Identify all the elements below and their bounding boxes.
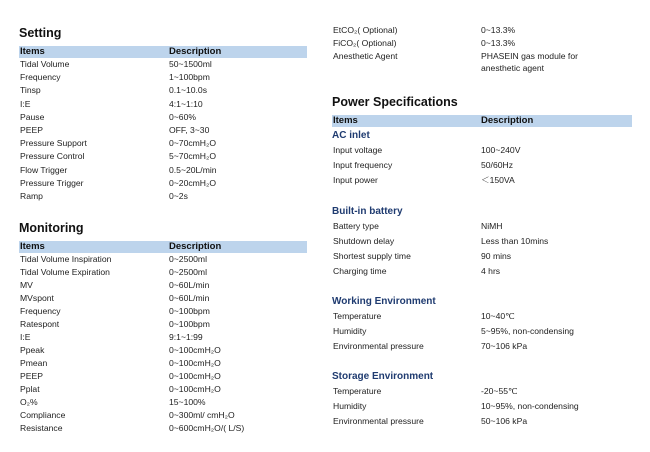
row-item-label: Tidal Volume — [20, 59, 70, 69]
row-item-label: I:E — [20, 98, 31, 109]
row-item-value: -20~55℃ — [481, 386, 518, 396]
row-item-value: 0~100cmH₂O — [169, 371, 221, 381]
row-item-label: O₂% — [20, 397, 38, 407]
table-row — [19, 331, 307, 344]
row-item-value: 0~60L/min — [169, 293, 210, 303]
row-item-label: Flow Trigger — [20, 164, 68, 175]
table-row — [19, 137, 307, 150]
table-row — [332, 37, 632, 50]
row-item-value: NiMH — [481, 221, 503, 231]
row-item-value: 5~70cmH₂O — [169, 151, 217, 162]
table-row — [332, 400, 632, 413]
row-item-value: 50/60Hz — [481, 160, 514, 170]
row-item-value: 0.1~10.0s — [169, 85, 207, 96]
row-item-label: Ramp — [20, 191, 43, 201]
row-item-value: 0~100cmH₂O — [169, 358, 221, 368]
monitoring-header-items: Items — [20, 241, 45, 252]
row-item-label: Compliance — [20, 410, 66, 420]
row-item-label: PEEP — [20, 125, 43, 135]
power-header-items: Items — [333, 115, 358, 126]
table-row — [332, 159, 632, 172]
setting-title: Setting — [19, 26, 62, 40]
table-row — [19, 344, 307, 357]
setting-header-items: Items — [20, 46, 45, 57]
row-item-value: Less than 10mins — [481, 236, 549, 246]
table-row — [19, 124, 307, 137]
table-row — [332, 220, 632, 233]
row-item-label: Resistance — [20, 423, 63, 433]
row-item-value: 0~60% — [169, 111, 196, 122]
row-item-label: Input frequency — [333, 160, 393, 170]
row-item-value: 0~300ml/ cmH₂O — [169, 410, 235, 420]
working-environment-title: Working Environment — [332, 296, 436, 307]
table-row — [19, 383, 307, 396]
row-item-value: 4:1~1:10 — [169, 98, 203, 109]
table-row — [19, 357, 307, 370]
table-row — [19, 164, 307, 177]
row-item-value: 0~20cmH₂O — [169, 177, 217, 188]
row-item-label: Humidity — [333, 401, 367, 411]
row-item-value: 0~70cmH₂O — [169, 138, 217, 149]
table-row — [332, 174, 632, 187]
table-row — [332, 24, 632, 37]
row-item-label: Humidity — [333, 326, 367, 336]
row-item-label: Pmean — [20, 358, 48, 368]
row-item-value: 4 hrs — [481, 266, 501, 276]
row-item-value: ＜150VA — [481, 175, 515, 185]
table-row — [19, 266, 307, 279]
row-item-value: 0~13.3% — [481, 25, 516, 35]
table-row — [332, 325, 632, 338]
table-row — [332, 50, 632, 73]
table-row — [19, 292, 307, 305]
table-row — [19, 177, 307, 190]
table-row — [19, 150, 307, 163]
ac-inlet-title: AC inlet — [332, 130, 370, 141]
battery-title: Built-in battery — [332, 206, 403, 217]
table-row — [19, 111, 307, 124]
table-row — [332, 340, 632, 353]
row-item-value: OFF, 3~30 — [169, 125, 210, 135]
row-item-label: Input voltage — [333, 145, 383, 155]
row-item-label: Tinsp — [20, 85, 41, 96]
row-item-label: Ratespont — [20, 319, 60, 329]
row-item-label: Pause — [20, 111, 45, 122]
row-item-label: Anesthetic Agent — [333, 51, 398, 61]
row-item-label: Shutdown delay — [333, 236, 395, 246]
row-item-label: Pressure Trigger — [20, 177, 84, 188]
setting-header-description: Description — [169, 46, 222, 57]
row-item-value: 0~100cmH₂O — [169, 384, 221, 394]
row-item-value: 0~100bpm — [169, 319, 210, 329]
row-item-label: Tidal Volume Inspiration — [20, 254, 112, 264]
row-item-label: Temperature — [333, 311, 382, 321]
power-header-description: Description — [481, 115, 534, 126]
row-item-value: 10~40℃ — [481, 311, 515, 321]
row-item-label: Environmental pressure — [333, 416, 424, 426]
monitoring-header-description: Description — [169, 241, 222, 252]
table-row — [19, 190, 307, 203]
row-item-label: FiCO₂( Optional) — [333, 38, 397, 48]
power-table-header — [332, 115, 632, 127]
row-item-label: Pplat — [20, 384, 40, 394]
row-item-value: 0~100bpm — [169, 306, 210, 316]
row-item-label: Shortest supply time — [333, 251, 411, 261]
row-item-label: Ppeak — [20, 345, 45, 355]
table-row — [19, 305, 307, 318]
table-row — [19, 370, 307, 383]
row-item-value: 0~100cmH₂O — [169, 345, 221, 355]
row-item-label: PEEP — [20, 371, 43, 381]
monitoring-title: Monitoring — [19, 221, 84, 235]
row-item-value: 90 mins — [481, 251, 512, 261]
row-item-label: Temperature — [333, 386, 382, 396]
table-row — [19, 318, 307, 331]
row-item-value: 50~1500ml — [169, 59, 212, 69]
table-row — [19, 253, 307, 266]
table-row — [332, 265, 632, 278]
row-item-label: Pressure Control — [20, 151, 85, 162]
row-item-value: 0~2500ml — [169, 254, 207, 264]
table-row — [332, 235, 632, 248]
row-item-value: 15~100% — [169, 397, 206, 407]
table-row — [19, 71, 307, 84]
row-item-label: MV — [20, 280, 33, 290]
row-item-value: 0.5~20L/min — [169, 164, 217, 175]
row-item-label: Frequency — [20, 72, 61, 83]
table-row — [19, 98, 307, 111]
monitoring-table-header — [19, 241, 307, 253]
power-title: Power Specifications — [332, 95, 458, 109]
setting-table-header — [19, 46, 307, 58]
table-row — [332, 144, 632, 157]
row-item-label: Charging time — [333, 266, 387, 276]
row-item-value-continued: anesthetic agent — [481, 63, 545, 73]
row-item-value: 0~2500ml — [169, 267, 207, 277]
row-item-value: 0~60L/min — [169, 280, 210, 290]
table-row — [19, 409, 307, 422]
row-item-label: Tidal Volume Expiration — [20, 267, 110, 277]
row-item-value: 50~106 kPa — [481, 416, 528, 426]
row-item-value: 1~100bpm — [169, 72, 210, 83]
row-item-label: Pressure Support — [20, 138, 87, 149]
row-item-value: 10~95%, non-condensing — [481, 401, 579, 411]
row-item-value: PHASEIN gas module for — [481, 51, 578, 61]
row-item-value: 9:1~1:99 — [169, 332, 203, 342]
table-row — [332, 310, 632, 323]
table-row — [332, 250, 632, 263]
table-row — [19, 422, 307, 435]
table-row — [332, 385, 632, 398]
row-item-label: Input power — [333, 175, 378, 185]
row-item-value: 100~240V — [481, 145, 521, 155]
row-item-label: Battery type — [333, 221, 379, 231]
table-row — [19, 396, 307, 409]
table-row — [19, 58, 307, 71]
row-item-value: 0~2s — [169, 191, 188, 201]
row-item-label: Frequency — [20, 306, 61, 316]
row-item-value: 70~106 kPa — [481, 341, 528, 351]
row-item-label: I:E — [20, 332, 31, 342]
row-item-label: EtCO₂( Optional) — [333, 25, 398, 35]
row-item-value: 0~13.3% — [481, 38, 516, 48]
table-row — [19, 279, 307, 292]
row-item-value: 0~600cmH₂O/( L/S) — [169, 423, 245, 433]
row-item-label: Environmental pressure — [333, 341, 424, 351]
storage-environment-title: Storage Environment — [332, 371, 434, 382]
table-row — [19, 84, 307, 97]
table-row — [332, 415, 632, 428]
row-item-label: MVspont — [20, 293, 54, 303]
row-item-value: 5~95%, non-condensing — [481, 326, 574, 336]
